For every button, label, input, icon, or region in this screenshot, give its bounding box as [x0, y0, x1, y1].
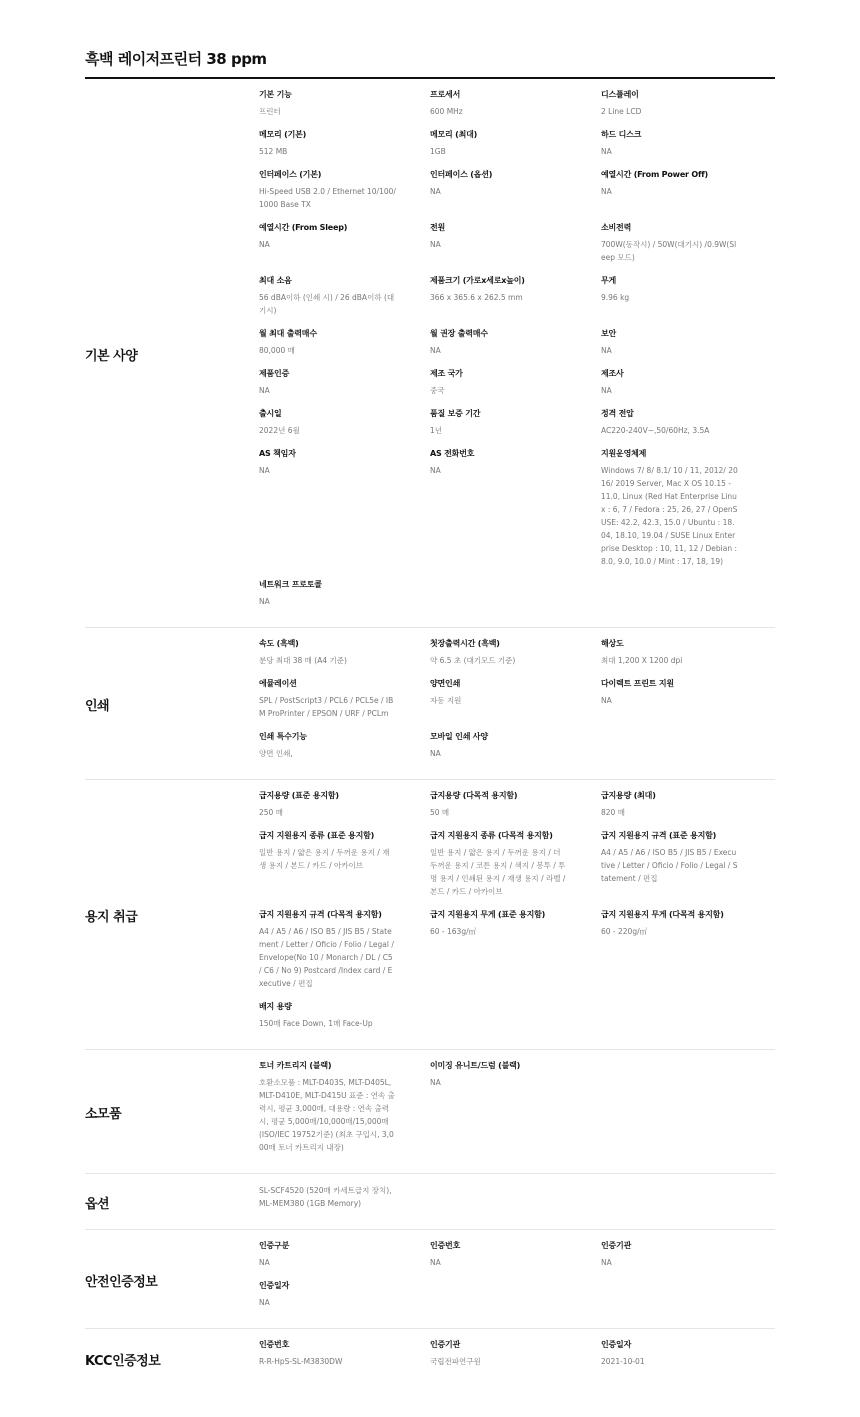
spec-value: 9.96 kg [601, 293, 630, 302]
spec-value: NA [430, 1078, 441, 1087]
spec-item [259, 1240, 430, 1269]
spec-value: 700W(동작시) / 50W(대기시) /0.9W(Sleep 모드) [601, 240, 737, 262]
spec-value: 56 dBA이하 (인쇄 시) / 26 dBA이하 (대기시) [259, 293, 395, 315]
spec-grid [259, 89, 775, 619]
spec-grid [259, 1240, 775, 1320]
spec-item [430, 678, 601, 720]
spec-value: SL-SCF4520 (520매 카세트급지 장치), ML-MEM380 (1GB Memory) [259, 1186, 392, 1208]
spec-grid [259, 1060, 775, 1165]
spec-value: 분당 최대 38 매 (A4 기준) [259, 656, 347, 665]
spec-value: NA [259, 386, 270, 395]
spec-item [601, 448, 772, 568]
spec-item [259, 275, 430, 317]
spec-label: 속도 (흑백) [259, 639, 299, 648]
spec-item [601, 1339, 772, 1368]
spec-item [601, 169, 772, 211]
spec-label: 프로세서 [430, 90, 461, 99]
spec-label: 인증번호 [430, 1241, 461, 1250]
spec-label: 인쇄 특수기능 [259, 732, 307, 741]
spec-item [430, 368, 601, 397]
spec-label: 예열시간 (From Sleep) [259, 223, 348, 232]
spec-grid [259, 638, 775, 771]
spec-item [430, 222, 601, 264]
spec-item [430, 169, 601, 211]
spec-item [259, 368, 430, 397]
spec-item [259, 790, 430, 819]
section-title: 인쇄 [85, 699, 110, 714]
spec-value: NA [430, 187, 441, 196]
spec-label: 보안 [601, 329, 617, 338]
spec-label: 제조사 [601, 369, 624, 378]
section-title: 안전인증정보 [85, 1274, 158, 1290]
spec-value: R-R-HpS-SL-M3830DW [259, 1357, 343, 1366]
spec-label: 디스플레이 [601, 90, 639, 99]
spec-item [259, 1280, 430, 1309]
spec-label: 급지용량 (최대) [601, 791, 656, 800]
section-title: KCC인증정보 [85, 1353, 161, 1369]
spec-label: 모바일 인쇄 사양 [430, 732, 488, 741]
spec-item [601, 678, 772, 720]
spec-value: 중국 [430, 386, 445, 395]
spec-item [430, 909, 601, 990]
spec-label: 인증구분 [259, 1241, 290, 1250]
spec-item [430, 89, 601, 118]
spec-label: 무게 [601, 276, 617, 285]
spec-item [601, 830, 772, 898]
spec-value: AC220-240V~,50/60Hz, 3.5A [601, 426, 710, 435]
spec-value: NA [259, 240, 270, 249]
spec-item [259, 1184, 430, 1210]
section-title: 용지 취급 [85, 910, 138, 925]
spec-section [85, 1050, 775, 1174]
spec-item [430, 1240, 601, 1269]
spec-value: NA [259, 1258, 270, 1267]
spec-label: 메모리 (기본) [259, 130, 307, 139]
spec-value: NA [601, 147, 612, 156]
spec-label: 이미징 유니트/드럼 (블랙) [430, 1061, 521, 1070]
spec-item [430, 1060, 601, 1154]
spec-item [259, 638, 430, 667]
spec-label: 인증일자 [259, 1281, 290, 1290]
spec-item [259, 1001, 430, 1030]
spec-value: 600 MHz [430, 107, 463, 116]
spec-label: 급지 지원용지 무게 (표준 용지함) [430, 910, 546, 919]
spec-value: 호환소모품 : MLT-D403S, MLT-D405L, MLT-D410E, MLT-D415U 표준 : 연속 출력시, 평균 3,000매, 대용량 : 연속 출력시, 평균 5,000매/10,000매/15,000매 (ISO/IEC 19752기준) (최초 구입시, 3,000매 토너 카트리지 내장) [259, 1078, 395, 1152]
spec-value: 약 6.5 초 (대기모드 기준) [430, 656, 516, 665]
spec-value: 국립전파연구원 [430, 1357, 481, 1366]
spec-item [259, 830, 430, 898]
spec-label: 제품크기 (가로x세로x높이) [430, 276, 525, 285]
spec-label: 급지 지원용지 무게 (다목적 용지함) [601, 910, 724, 919]
spec-label: 에뮬레이션 [259, 679, 297, 688]
section-title: 기본 사양 [85, 348, 138, 364]
spec-sections [85, 79, 775, 1387]
spec-item [430, 448, 601, 568]
page-title: 흑백 레이저프린터 38 ppm [85, 48, 775, 79]
spec-label: 소비전력 [601, 223, 632, 232]
spec-item [259, 129, 430, 158]
spec-item [259, 909, 430, 990]
spec-value: NA [430, 240, 441, 249]
spec-value: NA [601, 386, 612, 395]
spec-value: NA [259, 597, 270, 606]
spec-item [430, 1339, 601, 1368]
spec-item [601, 328, 772, 357]
spec-value: 250 매 [259, 808, 283, 817]
spec-label: AS 전화번호 [430, 449, 475, 458]
spec-value: A4 / A5 / A6 / ISO B5 / JIS B5 / Statement / Letter / Oficio / Folio / Legal / Envelope(No 10 / Monarch / DL / C5 / C6 / No 9) Postcard /Index card / Executive / 편집 [259, 927, 394, 988]
spec-value: NA [430, 346, 441, 355]
spec-item [259, 1060, 430, 1154]
spec-label: 기본 기능 [259, 90, 292, 99]
spec-label: 메모리 (최대) [430, 130, 478, 139]
spec-item [601, 408, 772, 437]
spec-grid [259, 790, 775, 1041]
spec-value: 일반 용지 / 얇은 용지 / 두꺼운 용지 / 더 두꺼운 용지 / 코튼 용지 / 색지 / 봉투 / 투명 용지 / 인쇄된 용지 / 재생 용지 / 라벨 / 본드 / 카드 / 아카이브 [430, 848, 566, 896]
spec-value: 최대 1,200 X 1200 dpi [601, 656, 683, 665]
spec-label: 급지용량 (다목적 용지함) [430, 791, 518, 800]
spec-label: 급지용량 (표준 용지함) [259, 791, 339, 800]
spec-item [430, 638, 601, 667]
spec-section [85, 628, 775, 780]
spec-label: 급지 지원용지 규격 (다목적 용지함) [259, 910, 382, 919]
spec-label: 인증번호 [259, 1340, 290, 1349]
spec-label: 제품인증 [259, 369, 290, 378]
spec-value: 프린터 [259, 107, 281, 116]
spec-grid [259, 1339, 775, 1379]
spec-value: 820 매 [601, 808, 625, 817]
spec-label: AS 책임자 [259, 449, 296, 458]
spec-label: 급지 지원용지 종류 (표준 용지함) [259, 831, 375, 840]
spec-item [259, 89, 430, 118]
spec-value: 2022년 6월 [259, 426, 300, 435]
spec-value: 80,000 매 [259, 346, 295, 355]
spec-label: 인증기관 [601, 1241, 632, 1250]
spec-label: 배지 용량 [259, 1002, 292, 1011]
spec-label: 지원운영체제 [601, 449, 647, 458]
spec-label: 하드 디스크 [601, 130, 642, 139]
spec-label: 토너 카트리지 (블랙) [259, 1061, 332, 1070]
spec-label: 최대 소음 [259, 276, 292, 285]
spec-item [601, 368, 772, 397]
section-title: 소모품 [85, 1107, 122, 1122]
spec-value: 2 Line LCD [601, 107, 642, 116]
spec-value: 일반 용지 / 얇은 용지 / 두꺼운 용지 / 재생 용지 / 본드 / 카드 / 아카이브 [259, 848, 390, 870]
spec-label: 양면인쇄 [430, 679, 461, 688]
spec-section [85, 1174, 775, 1230]
spec-value: NA [601, 696, 612, 705]
spec-value: 2021-10-01 [601, 1357, 645, 1366]
spec-label: 인증일자 [601, 1340, 632, 1349]
spec-item [259, 328, 430, 357]
spec-value: NA [601, 346, 612, 355]
spec-label: 인터페이스 (옵션) [430, 170, 493, 179]
spec-value: 60 - 163g/㎡ [430, 927, 477, 936]
spec-item [259, 1339, 430, 1368]
spec-value: Hi-Speed USB 2.0 / Ethernet 10/100/1000 Base TX [259, 187, 396, 209]
spec-item [601, 909, 772, 990]
spec-label: 급지 지원용지 종류 (다목적 용지함) [430, 831, 553, 840]
spec-item [259, 731, 430, 760]
section-title: 옵션 [85, 1197, 110, 1212]
spec-label: 월 권장 출력매수 [430, 329, 488, 338]
spec-value: NA [430, 1258, 441, 1267]
spec-value: NA [430, 466, 441, 475]
spec-item [259, 579, 772, 608]
spec-item [601, 275, 772, 317]
spec-section [85, 1230, 775, 1329]
spec-item [430, 790, 601, 819]
spec-item [259, 448, 430, 568]
spec-label: 품질 보증 기간 [430, 409, 481, 418]
spec-item [601, 638, 772, 667]
spec-item [430, 830, 601, 898]
spec-value: 512 MB [259, 147, 288, 156]
spec-label: 예열시간 (From Power Off) [601, 170, 708, 179]
spec-label: 급지 지원용지 규격 (표준 용지함) [601, 831, 717, 840]
spec-item [259, 222, 430, 264]
spec-item [259, 408, 430, 437]
spec-item [601, 129, 772, 158]
spec-item [601, 1240, 772, 1269]
spec-label: 다이렉트 프린트 지원 [601, 679, 674, 688]
spec-label: 정격 전압 [601, 409, 634, 418]
spec-label: 해상도 [601, 639, 624, 648]
spec-item [601, 222, 772, 264]
spec-item [430, 129, 601, 158]
spec-item [601, 89, 772, 118]
spec-value: 1년 [430, 426, 443, 435]
spec-value: 366 x 365.6 x 262.5 mm [430, 293, 523, 302]
spec-label: 전원 [430, 223, 446, 232]
spec-value: SPL / PostScript3 / PCL6 / PCL5e / IBM ProPrinter / EPSON / URF / PCLm [259, 696, 394, 718]
spec-value: NA [601, 1258, 612, 1267]
spec-value: NA [601, 187, 612, 196]
spec-item [430, 275, 601, 317]
spec-value: 50 매 [430, 808, 450, 817]
spec-section [85, 780, 775, 1050]
spec-section [85, 1329, 775, 1387]
spec-label: 첫장출력시간 (흑백) [430, 639, 500, 648]
spec-item [259, 169, 430, 211]
spec-value: 150매 Face Down, 1매 Face-Up [259, 1019, 373, 1028]
spec-value: Windows 7/ 8/ 8.1/ 10 / 11, 2012/ 2016/ 2019 Server, Mac X OS 10.15 - 11.0, Linux (Red Hat Enterprise Linux : 6, 7 / Fedora : 25, 26, 27 / OpenSUSE: 42.2, 42.3, 15.0 / Ubuntu : 18.04, 18.10, 19.04 / SUSE Linux Enterprise Desktop : 10, 11, 12 / Debian : 8.0, 9.0, 10.0 / Mint : 17, 18, 19) [601, 466, 738, 566]
spec-item [430, 731, 601, 760]
spec-label: 인터페이스 (기본) [259, 170, 322, 179]
spec-value: A4 / A5 / A6 / ISO B5 / JIS B5 / Executive / Letter / Oficio / Folio / Legal / Statement / 편집 [601, 848, 738, 883]
spec-value: 60 - 220g/㎡ [601, 927, 648, 936]
spec-value: 양면 인쇄, [259, 749, 293, 758]
spec-value: 자동 지원 [430, 696, 462, 705]
spec-item [430, 328, 601, 357]
spec-value: NA [259, 1298, 270, 1307]
spec-grid [259, 1184, 775, 1221]
spec-item [259, 678, 430, 720]
spec-item [601, 790, 772, 819]
spec-section [85, 79, 775, 628]
spec-item [430, 408, 601, 437]
spec-label: 월 최대 출력매수 [259, 329, 317, 338]
spec-value: NA [430, 749, 441, 758]
spec-label: 인증기관 [430, 1340, 461, 1349]
spec-label: 네트워크 프로토콜 [259, 580, 322, 589]
spec-value: NA [259, 466, 270, 475]
spec-label: 출시일 [259, 409, 282, 418]
spec-label: 제조 국가 [430, 369, 463, 378]
spec-value: 1GB [430, 147, 446, 156]
